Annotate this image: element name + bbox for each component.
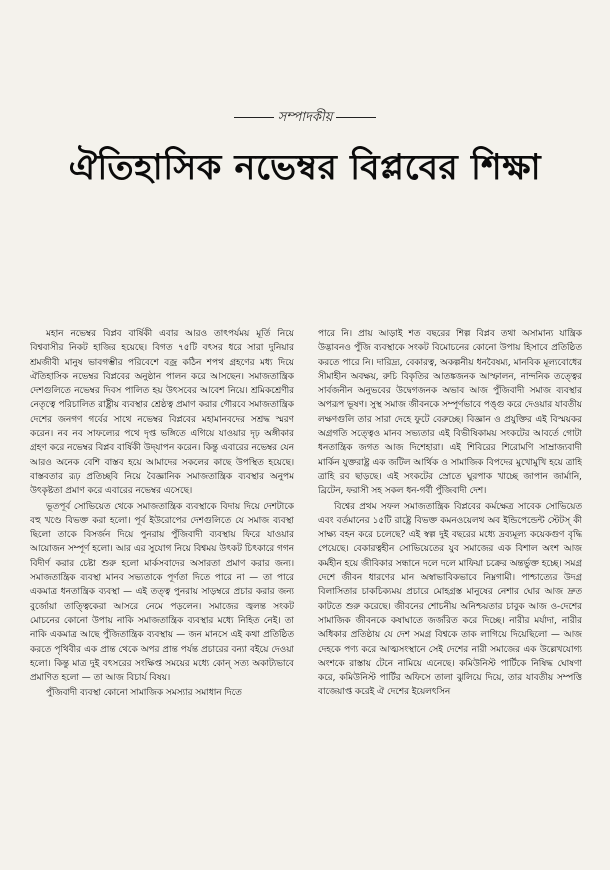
paragraph: ভূতপূর্ব সোভিয়েত থেকে সমাজতান্ত্রিক ব্যবস্থাকে বিদায় দিয়ে দেশটাকে বহু খণ্ডে বিভক্ত করা হলো। পূর্ব ইউরোপের দেশগুলিতে যে সমাজ ব্যবস্থা ছিলো তাকে বিসর্জন দিয়ে পুনরায় পুঁজিবাদী ব্যবস্থায় ফিরে যাওয়ার আয়োজন সম্পূর্ণ হলো। আর এর সুযোগ নিয়ে বিশ্বময় উৎকট চিৎকারে গগন বিদীর্ণ করার চেষ্টা শুরু হলো মার্কসবাদের অসারতা প্রমাণ করার জন্য। সমাজতান্ত্রিক ব্যবস্থা মানব সভ্যতাকে পূর্ণতা দিতে পারে না — তা পারে একমাত্র ধনতান্ত্রিক ব্যবস্থা — এই তত্ত্ব পুনরায় সাড়ম্বরে প্রচার করার জন্য বুর্জোয়া তাত্ত্বিকেরা আসরে নেমে পড়লেন। সমাজের জ্বলন্ত সংকট মোচনের কোনো উপায় নাকি সমাজতান্ত্রিক ব্যবস্থার মধ্যে নিহিত নেই। তা নাকি একমাত্র আছে পুঁজিতান্ত্রিক ব্যবস্থায় — জন মানসে এই কথা প্রতিষ্ঠিত করতে পৃথিবীর এক প্রান্ত থেকে অপর প্রান্ত পর্যন্ত প্রচারের বন্যা বইয়ে দেওয়া হলো। কিন্তু মাত্র দুই বৎসরের সংক্ষিপ্ত সময়ের মধ্যে কোন্‌ সত্য অকাট্যভাবে প্রমাণিত হলো — তা আজ বিচার্য বিষয়।: [30, 501, 294, 684]
paragraph: বিশ্বের প্রথম সফল সমাজতান্ত্রিক বিপ্লবের কর্মক্ষেত্র সাবেক সোভিয়েত এবং বর্তমানের ১৫টি রাষ্ট্রে বিভক্ত কমনওয়েলথ অব ইন্ডিপেন্ডেন্ট স্টেটস্‌ কী সাক্ষ্য বহন করে চলেছে? এই স্বল্প দুই বছরের মধ্যে দ্রব্যমূল্য কয়েকগুণ বৃদ্ধি পেয়েছে। বেকারত্বহীন সোভিয়েতের যুব সমাজের এক বিশাল অংশ আজ কর্মহীন হয়ে জীবিকার সন্ধানে দলে দলে মাফিয়া চক্রের অন্তর্ভুক্ত হচ্ছে। সমগ্র দেশে জীবন ধারণের মান অস্বাভাবিকভাবে নিম্নগামী। পাশ্চাত্যের উদগ্র বিলাসিতার চাকচিক্যময় প্রচারে মোহগ্রস্ত মানুষের নেশার ঘোর আজ দ্রুত কাটতে শুরু করেছে। জীবনের শোচনীয় অনিশ্চয়তার চাবুক আজ ও-দেশের সামাজিক জীবনকে কষাঘাতে জর্জরিত করে দিচ্ছে। নারীর মর্যাদা, নারীর অধিকার প্রতিষ্ঠায় যে দেশ সমগ্র বিশ্বকে তাক লাগিয়ে দিয়েছিলো — আজ দেহকে পণ্য করে আত্মসংস্থানে সেই দেশের নারী সমাজের এক উল্লেখযোগ্য অংশকে রাস্তায় টেনে নামিয়ে এনেছে। কমিউনিস্ট পার্টিকে নিষিদ্ধ ঘোষণা করে, কমিউনিস্ট পার্টির অফিসে তালা ঝুলিয়ে দিয়ে, তার যাবতীয় সম্পত্তি বাজেয়াপ্ত করেই ঐ দেশের ইয়েলৎসিন: [318, 501, 582, 698]
editorial-headline: ঐতিহাসিক নভেম্বর বিপ্লবের শিক্ষা: [68, 147, 542, 188]
paragraph: পুঁজিবাদী ব্যবস্থা কোনো সামাজিক সমস্যার সমাধান দিতে: [46, 688, 242, 699]
left-column: [30, 327, 294, 862]
paragraph: মহান নভেম্বর বিপ্লব বার্ষিকী এবার আরও তাৎপর্যময় মূর্তি নিয়ে বিশ্ববাসীর নিকট হাজির হয়েছে। বিগত ৭৫টি বৎসর ধরে সারা দুনিয়ার শ্রমজীবী মানুষ ভাবগম্ভীর পরিবেশে বজ্র কঠিন শপথ গ্রহণের মধ্য দিয়ে ঐতিহাসিক নভেম্বর বিপ্লবের অনুষ্ঠান পালন করে আসছেন। সমাজতান্ত্রিক দেশগুলিতে নভেম্বর দিবস পালিত হয় উৎসবের আবেশ নিয়ে। শ্রমিকশ্রেণীর নেতৃত্বে পরিচালিত রাষ্ট্রীয় ব্যবস্থার শ্রেষ্ঠত্ব প্রমাণ করার গৌরবে সমাজতান্ত্রিক দেশের জনগণ গর্বের সাথে নভেম্বর বিপ্লবের মহামানবদের সশ্রদ্ধ স্মরণ করেন। নব নব সাফল্যের পথে দৃপ্ত ভঙ্গিতে এগিয়ে যাওয়ার দৃঢ় অঙ্গীকার গ্রহণ করে নভেম্বর বিপ্লব বার্ষিকী উদ্‌যাপন করেন। কিন্তু এবারের নভেম্বর যেন আরও অনেক বেশি বাস্তব হয়ে আমাদের সকলের কাছে উপস্থিত হয়েছে। বাস্তবতার রূঢ় প্রতিচ্ছবি নিয়ে বৈজ্ঞানিক সমাজতান্ত্রিক ব্যবস্থার অনুপম উৎকৃষ্টতা প্রমাণ করে এবারের নভেম্বর এসেছে।: [30, 329, 294, 497]
section-label-text: সম্পাদকীয়: [277, 110, 333, 125]
right-column: [318, 327, 582, 862]
body-columns: [30, 327, 582, 862]
paragraph: পারে নি। প্রায় আড়াই শত বছরের শিল্প বিপ্লব তথা অসামান্য যান্ত্রিক উদ্ভাবনও পুঁজি ব্যবস্থাকে সংকট বিমোচনের কোনো উপায় হিসাবে প্রতিষ্ঠিত করতে পারে নি। দারিদ্র্য, বেকারত্ব, অকল্পনীয় ধনবৈষম্য, মানবিক মূল্যবোধের সীমাহীন অবক্ষয়, রুচি বিকৃতির আতঙ্কজনক আস্ফালন, নান্দনিক তত্ত্বের সার্বজনীন অনুভবের উদ্বেগজনক অভাব আজ পুঁজিবাদী সমাজ ব্যবস্থার অপরূপ ভূষণ। সুস্থ সমাজ জীবনকে সম্পূর্ণভাবে পঙ্গু করে দেওয়ার যাবতীয় লক্ষণগুলি তার সারা দেহে ফুটে বেরুচ্ছে। বিজ্ঞান ও প্রযুক্তির এই বিস্ময়কর অগ্রগতি সত্ত্বেও মানব সভ্যতার এই বিভীষিকাময় সংকটের আবর্তে গোটা ধনতান্ত্রিক জগত আজ দিশেহারা। এই শিবিরের শিরোমণি সাম্রাজ্যবাদী মার্কিন যুক্তরাষ্ট্র এক জটিল আর্থিক ও সামাজিক বিপদের মুখোমুখি হয়ে ত্রাহি ত্রাহি রব ছাড়ছে। এই সংকটের স্রোতে ঘুরপাক খাচ্ছে জাপান জার্মানি, ব্রিটেন, ফরাসী সহ সকল ধন-গর্বী পুঁজিবাদী দেশ।: [318, 329, 582, 497]
section-label: [0, 108, 610, 129]
right-dash-rule: [336, 117, 376, 118]
left-dash-rule: [234, 117, 274, 118]
